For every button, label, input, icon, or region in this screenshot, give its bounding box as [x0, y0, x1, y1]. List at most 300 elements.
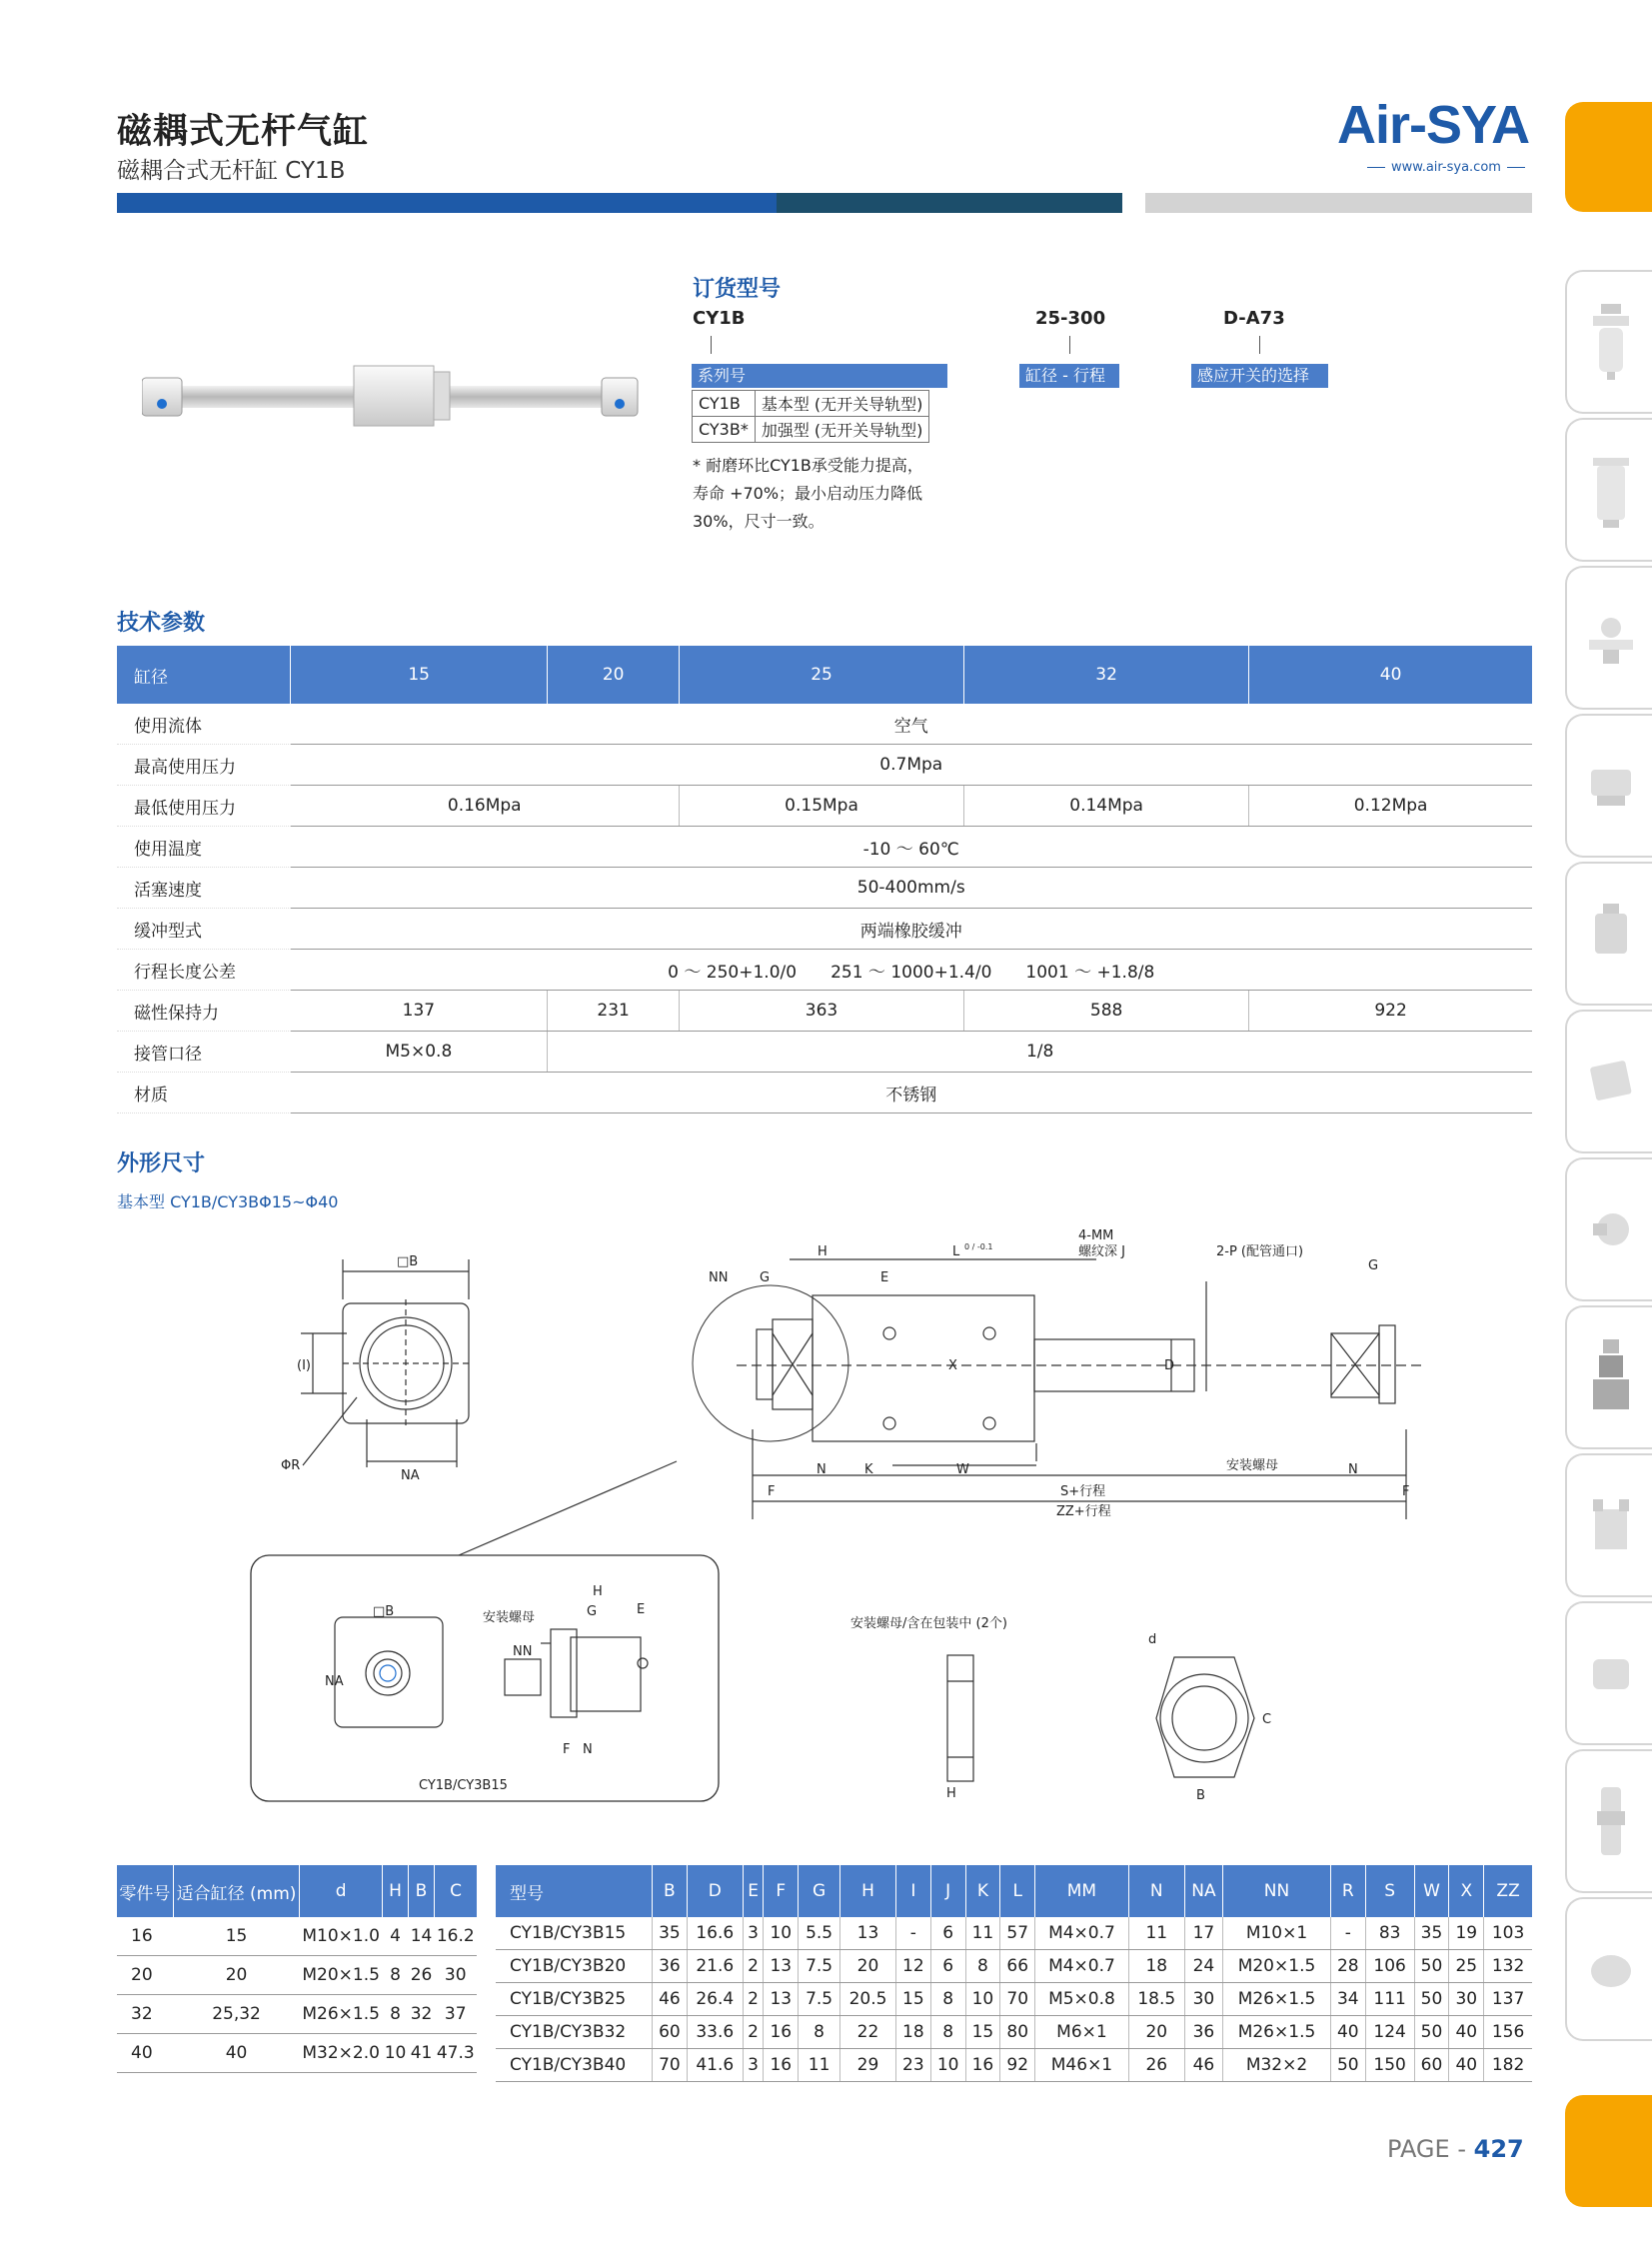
- spec-row: [117, 868, 1532, 909]
- spec-value: 空气: [291, 704, 1533, 745]
- model-table-header-cell: F: [764, 1865, 799, 1917]
- nut-table-cell: 4: [383, 1917, 409, 1956]
- model-table-cell: 20: [1128, 2016, 1184, 2049]
- model-table-cell: 21.6: [687, 1950, 743, 1983]
- nut-col-c: C: [435, 1865, 478, 1917]
- side-tab-top[interactable]: [1565, 102, 1652, 212]
- order-tick-bore: [1069, 336, 1070, 354]
- model-table-cell: M6×1: [1035, 2016, 1129, 2049]
- spec-value: 50-400mm/s: [291, 868, 1533, 909]
- model-table: [496, 1865, 1532, 2082]
- header-bar-accent: [777, 193, 1122, 213]
- model-table-cell: 40: [1330, 2016, 1365, 2049]
- dimensions-subheading: 基本型 CY1B/CY3BΦ15~Φ40: [117, 1192, 339, 1211]
- label-x: X: [948, 1358, 957, 1373]
- model-table-cell: 25: [1449, 1950, 1484, 1983]
- nut-label-d: d: [1148, 1632, 1157, 1647]
- nut-col-part: 零件号: [117, 1865, 173, 1917]
- model-table-cell: 15: [895, 1983, 930, 2016]
- label-e: E: [880, 1270, 889, 1285]
- spec-value: 不锈钢: [291, 1073, 1533, 1114]
- order-label-bore: 缸径 - 行程: [1019, 364, 1119, 388]
- label-nn: NN: [709, 1270, 729, 1285]
- spec-header-row: [117, 646, 1532, 704]
- model-table-cell: 103: [1484, 1917, 1532, 1950]
- model-table-header-cell: K: [965, 1865, 1000, 1917]
- dimensions-heading: 外形尺寸: [117, 1151, 206, 1176]
- nut-table: [117, 1865, 477, 2073]
- fitting-icon: [1589, 1781, 1633, 1861]
- gripper-icon: [1589, 1485, 1633, 1565]
- spec-value: 0.12Mpa: [1249, 786, 1532, 827]
- model-table-header-cell: D: [687, 1865, 743, 1917]
- model-table-cell: 8: [965, 1950, 1000, 1983]
- model-table-cell: 50: [1330, 2049, 1365, 2082]
- spec-label: 缓冲型式: [117, 909, 291, 950]
- spec-row: [117, 704, 1532, 745]
- model-table-cell: 7.5: [799, 1983, 840, 2016]
- model-table-header-cell: G: [799, 1865, 840, 1917]
- model-table-cell: M26×1.5: [1223, 1983, 1331, 2016]
- model-table-cell: 80: [1000, 2016, 1035, 2049]
- side-tab-bottom[interactable]: [1565, 2095, 1652, 2207]
- model-table-cell: 10: [764, 1917, 799, 1950]
- spec-row: [117, 1073, 1532, 1114]
- model-table-cell: 92: [1000, 2049, 1035, 2082]
- model-table-header-cell: NN: [1223, 1865, 1331, 1917]
- spec-value: 922: [1249, 991, 1532, 1032]
- nut-table-cell: 16: [117, 1917, 173, 1956]
- nut-table-cell: 16.2: [435, 1917, 478, 1956]
- nut-col-d: d: [300, 1865, 383, 1917]
- model-table-cell: 124: [1365, 2016, 1414, 2049]
- spec-value: 363: [679, 991, 963, 1032]
- model-table-header-cell: J: [930, 1865, 965, 1917]
- spec-row: [117, 1032, 1532, 1073]
- spec-label: 材质: [117, 1073, 291, 1114]
- spec-row: [117, 991, 1532, 1032]
- model-table-cell: 182: [1484, 2049, 1532, 2082]
- label-k: K: [864, 1462, 873, 1477]
- model-table-cell: 19: [1449, 1917, 1484, 1950]
- dimension-drawing: [117, 1229, 1536, 1809]
- model-table-cell: 60: [653, 2016, 688, 2049]
- series-desc: 基本型 (无开关导轨型): [755, 391, 929, 417]
- model-table-cell: 6: [930, 1950, 965, 1983]
- model-table-cell: M46×1: [1035, 2049, 1129, 2082]
- model-table-cell: CY1B/CY3B25: [496, 1983, 653, 2016]
- side-tab-accessory[interactable]: [1565, 1897, 1652, 2041]
- model-table-cell: M32×2: [1223, 2049, 1331, 2082]
- model-table-cell: 36: [653, 1950, 688, 1983]
- model-table-cell: 33.6: [687, 2016, 743, 2049]
- model-table-cell: 13: [764, 1983, 799, 2016]
- model-table-cell: M26×1.5: [1223, 2016, 1331, 2049]
- nut-table-cell: 30: [435, 1956, 478, 1995]
- model-table-header-cell: NA: [1184, 1865, 1222, 1917]
- valve-icon: [1589, 746, 1633, 826]
- nut-table-cell: 8: [383, 1956, 409, 1995]
- model-table-header-cell: MM: [1035, 1865, 1129, 1917]
- model-table-cell: 150: [1365, 2049, 1414, 2082]
- model-table-cell: 26.4: [687, 1983, 743, 2016]
- nut-table-cell: M20×1.5: [300, 1956, 383, 1995]
- side-tab-gripper[interactable]: [1565, 1453, 1652, 1597]
- model-table-cell: 6: [930, 1917, 965, 1950]
- order-code-bore-stroke: 25-300: [1035, 308, 1106, 329]
- model-table-cell: 111: [1365, 1983, 1414, 2016]
- label-n-right: N: [1348, 1462, 1358, 1477]
- model-table-cell: 18.5: [1128, 1983, 1184, 2016]
- header-bar: [117, 193, 777, 213]
- model-table-cell: -: [895, 1917, 930, 1950]
- nut-table-cell: 26: [409, 1956, 435, 1995]
- brand-url: www.air-sya.com: [1361, 160, 1531, 175]
- model-table-cell: 50: [1414, 2016, 1449, 2049]
- series-desc: 加强型 (无开关导轨型): [755, 417, 929, 443]
- drawing-labels: [281, 1229, 1409, 1803]
- label-d: D: [1164, 1358, 1175, 1373]
- filter-icon: [1589, 302, 1633, 382]
- model-table-cell: 11: [965, 1917, 1000, 1950]
- nut-table-cell: M32×2.0: [300, 2034, 383, 2073]
- model-table-header-cell: H: [840, 1865, 896, 1917]
- nut-table-body: [117, 1917, 477, 2073]
- model-table-cell: 8: [930, 1983, 965, 2016]
- order-note-line: 30%，尺寸一致。: [693, 512, 825, 531]
- nut-table-row: [117, 1917, 477, 1956]
- spec-table: [117, 646, 1532, 1114]
- model-table-header: [496, 1865, 1532, 1917]
- nut-table-cell: 40: [173, 2034, 300, 2073]
- model-table-cell: 26: [1128, 2049, 1184, 2082]
- side-tab-regulator[interactable]: [1565, 566, 1652, 710]
- nut-table-cell: 15: [173, 1917, 300, 1956]
- order-note: [693, 452, 923, 536]
- model-table-header-cell: W: [1414, 1865, 1449, 1917]
- specs-heading: 技术参数: [117, 611, 206, 636]
- model-table-header-cell: R: [1330, 1865, 1365, 1917]
- page-subtitle: 磁耦合式无杆缸 CY1B: [117, 158, 346, 184]
- spec-header-cell: 20: [548, 646, 680, 704]
- slide-icon: [1589, 1633, 1633, 1713]
- side-tab-valve[interactable]: [1565, 714, 1652, 858]
- spec-label: 使用流体: [117, 704, 291, 745]
- model-table-row: [496, 1917, 1532, 1950]
- label-r: ΦR: [281, 1458, 301, 1473]
- model-table-row: [496, 1950, 1532, 1983]
- label-s: S+行程: [1060, 1484, 1106, 1499]
- inset-label-g: G: [587, 1604, 598, 1619]
- model-table-header-cell: S: [1365, 1865, 1414, 1917]
- model-table-header-cell: 型号: [496, 1865, 653, 1917]
- model-table-cell: 66: [1000, 1950, 1035, 1983]
- spec-label: 最低使用压力: [117, 786, 291, 827]
- model-table-cell: 83: [1365, 1917, 1414, 1950]
- spec-value: M5×0.8: [291, 1032, 548, 1073]
- model-table-cell: 70: [653, 2049, 688, 2082]
- spec-header-cell: 15: [291, 646, 548, 704]
- nut-table-cell: 25,32: [173, 1995, 300, 2034]
- model-table-cell: 3: [743, 1917, 764, 1950]
- model-table-header-cell: X: [1449, 1865, 1484, 1917]
- model-table-cell: 12: [895, 1950, 930, 1983]
- pump-icon: [1589, 1189, 1633, 1269]
- series-row: [693, 391, 929, 417]
- model-table-cell: 50: [1414, 1983, 1449, 2016]
- model-table-cell: 29: [840, 2049, 896, 2082]
- order-tick-switch: [1259, 336, 1260, 354]
- series-code: CY1B: [693, 391, 756, 417]
- inset-label-f: F: [563, 1742, 571, 1757]
- model-table-cell: 13: [840, 1917, 896, 1950]
- order-label-switch: 感应开关的选择: [1191, 364, 1328, 388]
- order-note-line: 寿命 +70%；最小启动压力降低: [693, 484, 923, 503]
- regulator-icon: [1589, 598, 1633, 678]
- model-table-cell: CY1B/CY3B32: [496, 2016, 653, 2049]
- model-table-cell: CY1B/CY3B15: [496, 1917, 653, 1950]
- model-table-cell: 16.6: [687, 1917, 743, 1950]
- spec-value: 137: [291, 991, 548, 1032]
- page-number: [1387, 2135, 1524, 2163]
- model-table-cell: 30: [1449, 1983, 1484, 2016]
- spec-value: 0 ～ 250+1.0/0 251 ～ 1000+1.4/0 1001 ～ +1.8/8: [291, 950, 1533, 991]
- nut-label-c: C: [1262, 1712, 1272, 1727]
- page-title: 磁耦式无杆气缸: [117, 112, 370, 152]
- label-nut: 安装螺母: [1226, 1458, 1279, 1473]
- spec-label: 活塞速度: [117, 868, 291, 909]
- model-table-header-cell: L: [1000, 1865, 1035, 1917]
- spec-value: -10 ～ 60℃: [291, 827, 1533, 868]
- nut-caption: 安装螺母/含在包装中 (2个): [850, 1616, 1007, 1631]
- spec-label: 最高使用压力: [117, 745, 291, 786]
- model-table-cell: 20: [840, 1950, 896, 1983]
- spec-label: 接管口径: [117, 1032, 291, 1073]
- spec-label: 磁性保持力: [117, 991, 291, 1032]
- model-table-cell: 106: [1365, 1950, 1414, 1983]
- model-table-cell: 137: [1484, 1983, 1532, 2016]
- label-h: H: [818, 1244, 827, 1259]
- model-table-cell: 35: [1414, 1917, 1449, 1950]
- inset-frame: [251, 1555, 719, 1801]
- nut-table-cell: 40: [117, 2034, 173, 2073]
- side-tab-slide[interactable]: [1565, 1601, 1652, 1745]
- nut-col-bore: 适合缸径 (mm): [173, 1865, 300, 1917]
- nut-label-b: B: [1196, 1788, 1205, 1803]
- spec-header-cell: 25: [679, 646, 963, 704]
- label-f: F: [768, 1484, 776, 1499]
- cylinder-icon: [1589, 1337, 1633, 1417]
- nut-table-cell: M10×1.0: [300, 1917, 383, 1956]
- inset-label-na: NA: [325, 1674, 344, 1689]
- model-table-header-cell: ZZ: [1484, 1865, 1532, 1917]
- side-tab-actuator[interactable]: [1565, 1010, 1652, 1153]
- nut-table-cell: 32: [409, 1995, 435, 2034]
- model-table-cell: CY1B/CY3B40: [496, 2049, 653, 2082]
- model-table-cell: 16: [764, 2016, 799, 2049]
- model-table-row: [496, 2049, 1532, 2082]
- spec-row: [117, 786, 1532, 827]
- model-table-cell: 46: [653, 1983, 688, 2016]
- model-table-cell: 28: [1330, 1950, 1365, 1983]
- model-table-cell: 156: [1484, 2016, 1532, 2049]
- spec-label: 行程长度公差: [117, 950, 291, 991]
- page-prefix: PAGE -: [1387, 2135, 1466, 2163]
- inset-label-nn: NN: [513, 1644, 533, 1659]
- model-table-cell: 40: [1449, 2049, 1484, 2082]
- label-l-tol: 0 / -0.1: [964, 1242, 993, 1251]
- model-table-cell: M4×0.7: [1035, 1917, 1129, 1950]
- model-table-cell: 2: [743, 1950, 764, 1983]
- model-table-cell: 11: [799, 2049, 840, 2082]
- model-table-cell: -: [1330, 1917, 1365, 1950]
- model-table-cell: 36: [1184, 2016, 1222, 2049]
- label-f-right: F: [1402, 1484, 1410, 1499]
- label-zz: ZZ+行程: [1056, 1504, 1111, 1519]
- spec-value: 两端橡胶缓冲: [291, 909, 1533, 950]
- model-table-cell: 16: [965, 2049, 1000, 2082]
- model-table-cell: 2: [743, 1983, 764, 2016]
- model-table-cell: 18: [895, 2016, 930, 2049]
- spec-value: 0.15Mpa: [679, 786, 963, 827]
- series-table: [692, 390, 929, 443]
- model-table-cell: M5×0.8: [1035, 1983, 1129, 2016]
- spec-value: 588: [964, 991, 1249, 1032]
- nut-table-cell: 20: [173, 1956, 300, 1995]
- inset-label-b: □B: [373, 1604, 395, 1619]
- side-tab-filter[interactable]: [1565, 270, 1652, 414]
- nut-table-row: [117, 1995, 477, 2034]
- nut-table-header: [117, 1865, 477, 1917]
- order-heading: 订货型号: [693, 277, 782, 302]
- side-tab-cylinder[interactable]: [1565, 1305, 1652, 1449]
- side-tab-fitting[interactable]: [1565, 1749, 1652, 1893]
- model-table-cell: 60: [1414, 2049, 1449, 2082]
- model-table-cell: 18: [1128, 1950, 1184, 1983]
- label-g-right: G: [1368, 1258, 1379, 1273]
- label-n: N: [817, 1462, 826, 1477]
- label-na: NA: [401, 1468, 420, 1483]
- spec-label: 使用温度: [117, 827, 291, 868]
- model-table-cell: 5.5: [799, 1917, 840, 1950]
- separator-icon: [1589, 450, 1633, 530]
- nut-table-cell: 37: [435, 1995, 478, 2034]
- side-tab-pump[interactable]: [1565, 1157, 1652, 1301]
- accessory-icon: [1589, 1929, 1633, 2009]
- inset-label-n: N: [583, 1742, 593, 1757]
- actuator-icon: [1589, 1042, 1633, 1121]
- side-tab-solenoid[interactable]: [1565, 862, 1652, 1006]
- model-table-cell: 10: [965, 1983, 1000, 2016]
- model-table-row: [496, 2016, 1532, 2049]
- model-table-cell: 57: [1000, 1917, 1035, 1950]
- spec-value: 231: [548, 991, 680, 1032]
- spec-value: 0.16Mpa: [291, 786, 680, 827]
- nut-col-b: B: [409, 1865, 435, 1917]
- order-code-switch: D-A73: [1223, 308, 1285, 329]
- label-b: □B: [397, 1254, 419, 1269]
- label-l: L: [952, 1244, 960, 1259]
- side-view-slider: [813, 1295, 1034, 1441]
- model-table-cell: 15: [965, 2016, 1000, 2049]
- inset-label-h: H: [593, 1584, 603, 1599]
- model-table-cell: 10: [930, 2049, 965, 2082]
- model-table-cell: 41.6: [687, 2049, 743, 2082]
- model-table-cell: 3: [743, 2049, 764, 2082]
- nut-table-cell: 41: [409, 2034, 435, 2073]
- model-table-header-cell: N: [1128, 1865, 1184, 1917]
- model-table-cell: 22: [840, 2016, 896, 2049]
- model-table-cell: 50: [1414, 1950, 1449, 1983]
- inset-label-e: E: [637, 1602, 646, 1617]
- model-table-cell: M4×0.7: [1035, 1950, 1129, 1983]
- label-p: 2-P (配管通口): [1216, 1244, 1304, 1259]
- model-table-cell: 2: [743, 2016, 764, 2049]
- model-table-cell: 24: [1184, 1950, 1222, 1983]
- spec-row: [117, 950, 1532, 991]
- model-table-cell: 23: [895, 2049, 930, 2082]
- order-tick-series: [711, 336, 712, 354]
- model-table-header-cell: I: [895, 1865, 930, 1917]
- spec-value: 0.7Mpa: [291, 745, 1533, 786]
- model-table-cell: 20.5: [840, 1983, 896, 2016]
- model-table-cell: 40: [1449, 2016, 1484, 2049]
- nut-table-cell: 14: [409, 1917, 435, 1956]
- spec-header-cell: 32: [964, 646, 1249, 704]
- spec-value: 1/8: [548, 1032, 1532, 1073]
- model-table-cell: 34: [1330, 1983, 1365, 2016]
- nut-col-h: H: [383, 1865, 409, 1917]
- inset-label-nut: 安装螺母: [483, 1610, 536, 1625]
- page-number-value: 427: [1473, 2135, 1524, 2163]
- model-table-cell: M10×1: [1223, 1917, 1331, 1950]
- model-table-cell: 46: [1184, 2049, 1222, 2082]
- nut-table-cell: 47.3: [435, 2034, 478, 2073]
- model-table-cell: 11: [1128, 1917, 1184, 1950]
- nut-label-h: H: [946, 1786, 956, 1801]
- label-i: (I): [297, 1358, 311, 1373]
- brand-logo: Air-SYA: [1337, 95, 1530, 155]
- solenoid-icon: [1589, 894, 1633, 974]
- spec-header-cell: 缸径: [117, 646, 291, 704]
- nut-table-cell: 32: [117, 1995, 173, 2034]
- series-code: CY3B*: [693, 417, 756, 443]
- model-table-header-cell: B: [653, 1865, 688, 1917]
- spec-value: 0.14Mpa: [964, 786, 1249, 827]
- order-note-line: * 耐磨环比CY1B承受能力提高，: [693, 456, 923, 475]
- model-table-cell: 16: [764, 2049, 799, 2082]
- model-table-cell: CY1B/CY3B20: [496, 1950, 653, 1983]
- label-g: G: [760, 1270, 771, 1285]
- label-mm-depth: 螺纹深 J: [1078, 1244, 1125, 1259]
- model-table-cell: 30: [1184, 1983, 1222, 2016]
- nut-table-cell: 20: [117, 1956, 173, 1995]
- side-tab-separator[interactable]: [1565, 418, 1652, 562]
- nut-table-row: [117, 2034, 477, 2073]
- model-table-cell: 17: [1184, 1917, 1222, 1950]
- model-table-cell: 70: [1000, 1983, 1035, 2016]
- model-table-cell: 8: [930, 2016, 965, 2049]
- header-bar-grey: [1145, 193, 1532, 213]
- nut-table-cell: 10: [383, 2034, 409, 2073]
- label-w: W: [956, 1462, 969, 1477]
- nut-table-cell: 8: [383, 1995, 409, 2034]
- cylinder-photo: [142, 364, 642, 434]
- model-table-cell: 35: [653, 1917, 688, 1950]
- nut-table-cell: M26×1.5: [300, 1995, 383, 2034]
- nut-table-row: [117, 1956, 477, 1995]
- model-table-cell: 7.5: [799, 1950, 840, 1983]
